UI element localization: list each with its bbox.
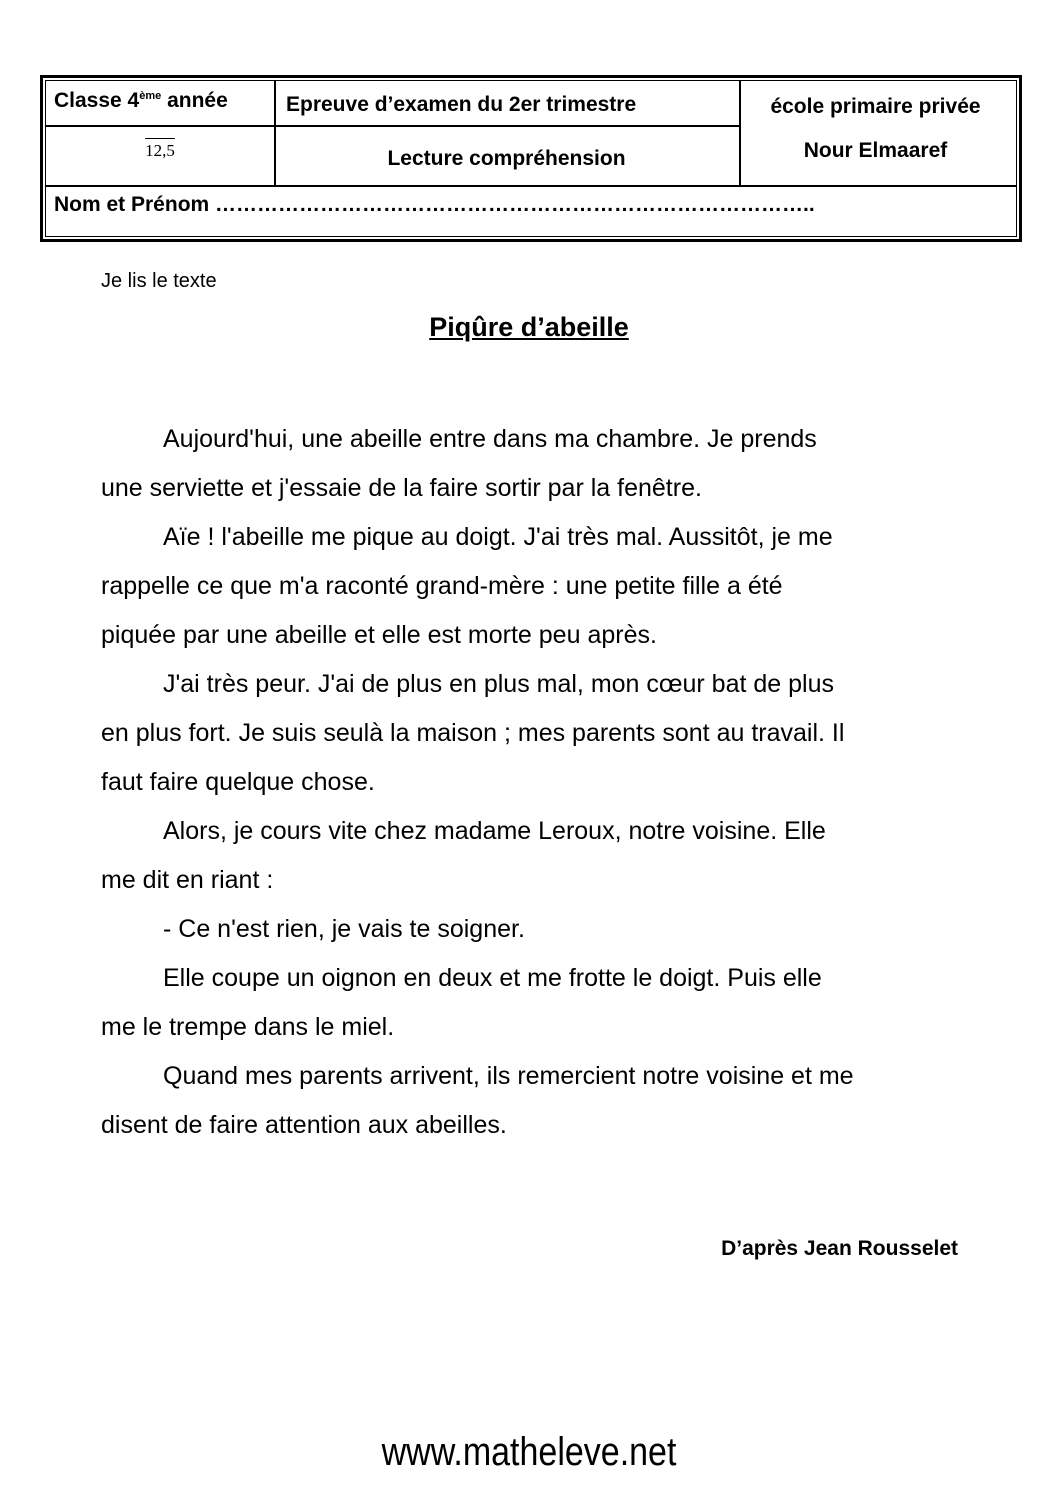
text-line: Quand mes parents arrivent, ils remercient notre voisine et me	[163, 1062, 854, 1090]
text-line: Aujourd'hui, une abeille entre dans ma chambre. Je prends	[163, 425, 817, 453]
text-line: une serviette et j'essaie de la faire sortir par la fenêtre.	[101, 474, 702, 502]
text-line: en plus fort. Je suis seulà la maison ; mes parents sont au travail. Il	[101, 719, 845, 747]
author: D’après Jean Rousselet	[721, 1237, 958, 1260]
text-title: Piqûre d’abeille	[429, 312, 629, 342]
header-table	[40, 75, 1022, 242]
text-line: disent de faire attention aux abeilles.	[101, 1111, 507, 1139]
text-line: me dit en riant :	[101, 866, 274, 894]
text-line: Alors, je cours vite chez madame Leroux, notre voisine. Elle	[163, 817, 826, 845]
class-label: Classe 4ème année	[54, 89, 228, 112]
text-line: Elle coupe un oignon en deux et me frotte le doigt. Puis elle	[163, 964, 822, 992]
text-line: me le trempe dans le miel.	[101, 1013, 395, 1041]
website-watermark: www.matheleve.net	[381, 1430, 677, 1474]
subject: Lecture compréhension	[387, 147, 626, 170]
text-line: rappelle ce que m'a raconté grand-mère : une petite fille a été	[101, 572, 783, 600]
instruction: Je lis le texte	[101, 270, 217, 292]
reading-text	[101, 415, 854, 1150]
text-line: J'ai très peur. J'ai de plus en plus mal, mon cœur bat de plus	[163, 670, 834, 698]
school-name-line2: Nour Elmaaref	[803, 139, 948, 162]
text-line: - Ce n'est rien, je vais te soigner.	[163, 915, 525, 943]
text-line: faut faire quelque chose.	[101, 768, 375, 796]
score-total: 12,5	[46, 141, 274, 161]
school-name-line1: école primaire privée	[770, 95, 981, 118]
text-line: piquée par une abeille et elle est morte peu après.	[101, 621, 657, 649]
name-field[interactable]: Nom et Prénom …………………………………………………………………………..	[54, 193, 815, 216]
exam-title: Epreuve d’examen du 2er trimestre	[286, 93, 637, 116]
text-line: Aïe ! l'abeille me pique au doigt. J'ai très mal. Aussitôt, je me	[163, 523, 833, 551]
